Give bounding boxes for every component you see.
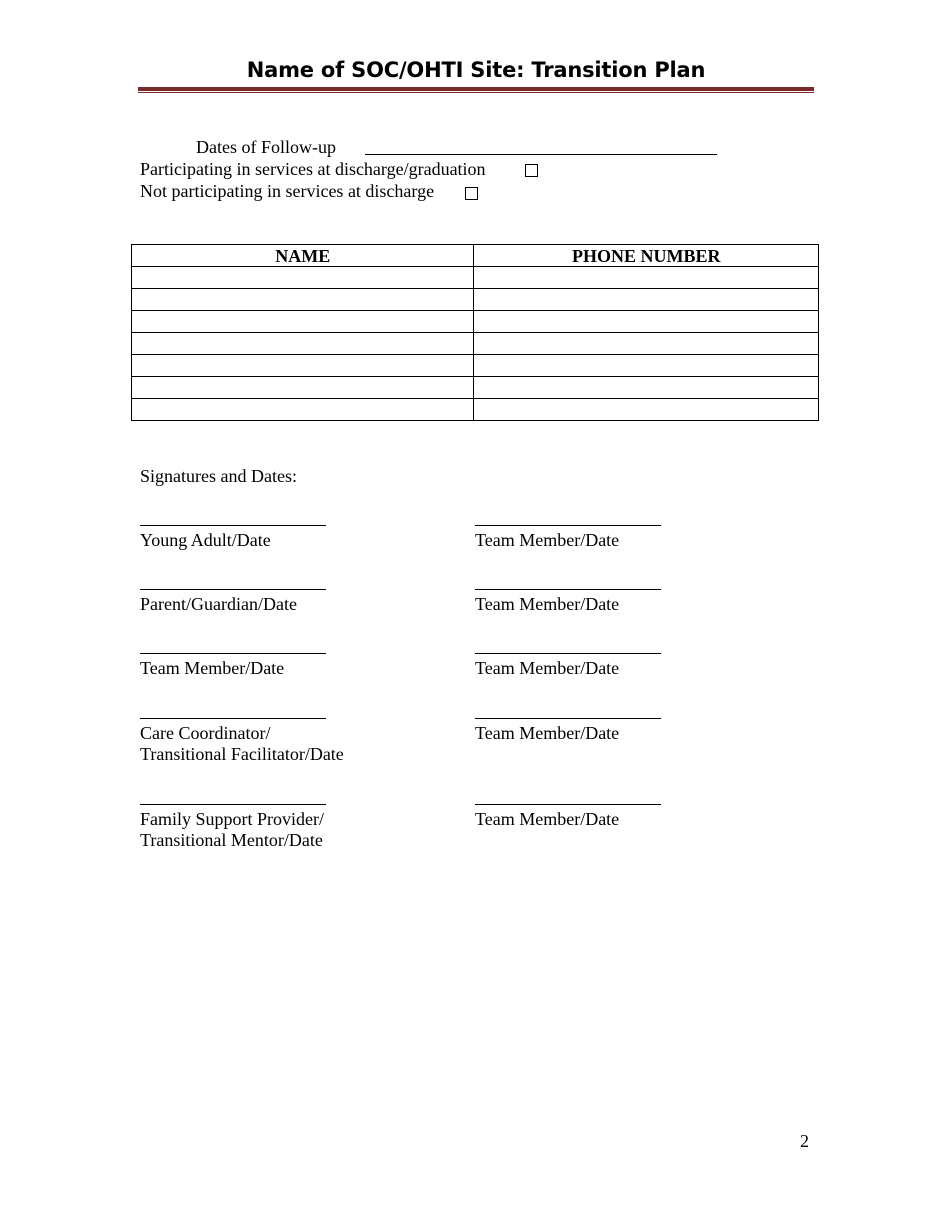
signature-line-team-member-3[interactable] [475, 653, 661, 654]
phone-cell[interactable] [474, 311, 819, 333]
signature-line-parent-guardian[interactable] [140, 589, 326, 590]
phone-cell[interactable] [474, 333, 819, 355]
table-row [132, 399, 819, 421]
table-row [132, 311, 819, 333]
signature-label-young-adult: Young Adult/Date [140, 530, 271, 550]
name-cell[interactable] [132, 289, 474, 311]
contacts-table [131, 244, 819, 421]
phone-cell[interactable] [474, 355, 819, 377]
signature-line-young-adult[interactable] [140, 525, 326, 526]
table-row [132, 333, 819, 355]
not-participating-checkbox[interactable] [465, 187, 478, 200]
signature-label-team-member-5: Team Member/Date [475, 809, 620, 829]
phone-cell[interactable] [474, 289, 819, 311]
phone-cell[interactable] [474, 399, 819, 421]
signature-line-team-member-4[interactable] [475, 718, 661, 719]
name-cell[interactable] [132, 355, 474, 377]
signature-label-team-member-3: Team Member/Date [475, 658, 620, 678]
signature-line-team-member-5[interactable] [475, 804, 661, 805]
not-participating-label: Not participating in services at discharge [140, 181, 435, 201]
name-cell[interactable] [132, 399, 474, 421]
table-row [132, 377, 819, 399]
signature-label-transitional-facilitator: Transitional Facilitator/Date [140, 744, 344, 764]
signature-label-team-member-4: Team Member/Date [475, 723, 620, 743]
table-row [132, 355, 819, 377]
name-cell[interactable] [132, 311, 474, 333]
table-row [132, 267, 819, 289]
signature-line-team-member-left[interactable] [140, 653, 326, 654]
phone-cell[interactable] [474, 377, 819, 399]
signature-line-team-member-2[interactable] [475, 589, 661, 590]
name-cell[interactable] [132, 267, 474, 289]
phone-cell[interactable] [474, 267, 819, 289]
signature-label-transitional-mentor: Transitional Mentor/Date [140, 830, 323, 850]
signature-label-care-coordinator: Care Coordinator/ [140, 723, 271, 743]
signature-label-team-member-1: Team Member/Date [475, 530, 620, 550]
signature-line-care-coordinator[interactable] [140, 718, 326, 719]
name-cell[interactable] [132, 377, 474, 399]
title-rule-thick [138, 87, 814, 91]
name-cell[interactable] [132, 333, 474, 355]
dates-followup-field[interactable] [365, 154, 717, 155]
signature-label-parent-guardian: Parent/Guardian/Date [140, 594, 297, 614]
signature-label-team-member-left: Team Member/Date [140, 658, 285, 678]
signature-label-team-member-2: Team Member/Date [475, 594, 620, 614]
phone-column-header: PHONE NUMBER [474, 245, 819, 267]
participating-label: Participating in services at discharge/graduation [140, 159, 486, 179]
signature-line-team-member-1[interactable] [475, 525, 661, 526]
page-title: Name of SOC/OHTI Site: Transition Plan [246, 58, 706, 82]
signatures-heading: Signatures and Dates: [140, 466, 297, 486]
name-column-header: NAME [132, 245, 474, 267]
title-rule-thin [138, 92, 814, 93]
dates-followup-label: Dates of Follow-up [196, 137, 336, 157]
table-row [132, 289, 819, 311]
signature-line-family-support[interactable] [140, 804, 326, 805]
participating-checkbox[interactable] [525, 164, 538, 177]
page-number: 2 [800, 1131, 809, 1151]
signature-label-family-support: Family Support Provider/ [140, 809, 324, 829]
table-header-row [132, 245, 819, 267]
